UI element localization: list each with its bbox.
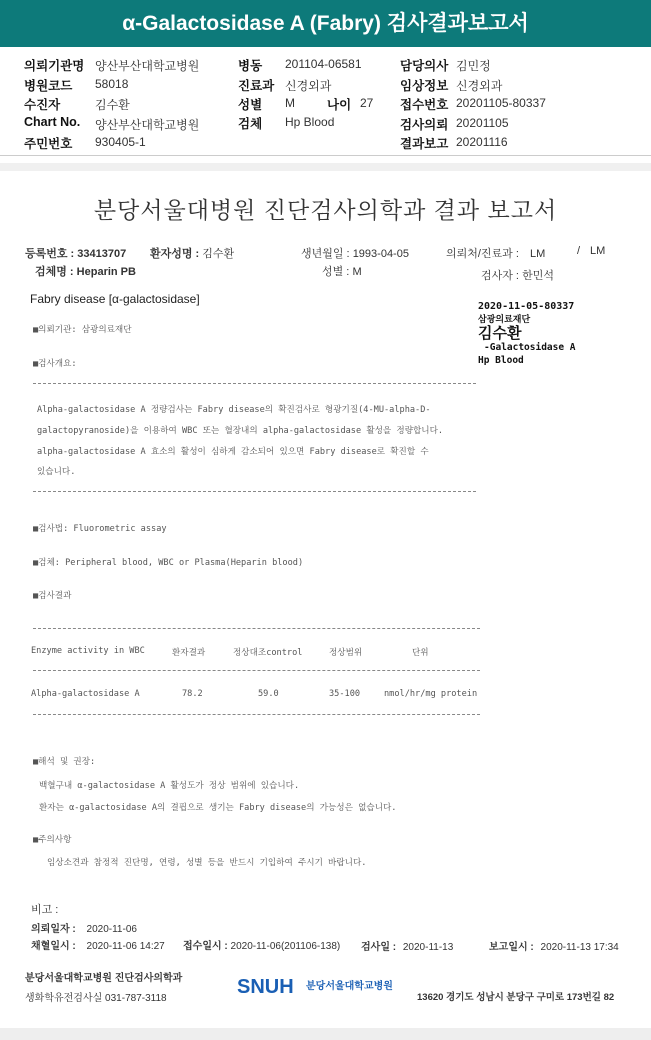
dashed-line xyxy=(33,383,476,384)
header-value: 신경외과 xyxy=(285,79,332,93)
snuh-logo: SNUH xyxy=(237,976,294,998)
snuh-logo-text: 분당서울대학교병원 xyxy=(306,981,393,992)
header-label: 병동 xyxy=(238,59,263,73)
table-cell: 59.0 xyxy=(258,689,279,699)
header-label: 진료과 xyxy=(238,79,275,93)
header-label: 수진자 xyxy=(24,98,61,112)
header-value: 양산부산대학교병원 xyxy=(95,118,200,132)
dashed-line xyxy=(33,491,476,492)
org-name: 분당서울대학교병원 진단검사의학과 xyxy=(25,973,183,984)
header-label: 병원코드 xyxy=(24,79,73,93)
remark: 비고 : xyxy=(31,904,59,916)
header-label: 검사의뢰 xyxy=(400,118,449,132)
notes-text: 임상소견과 참정적 진단명, 연령, 성별 등을 반드시 기입하여 주시기 바랍니다. xyxy=(47,858,367,868)
header-value: 20201105 xyxy=(456,116,509,130)
table-cell: nmol/hr/mg protein xyxy=(384,689,478,699)
birth-date: 생년월일 : 1993-04-05 xyxy=(301,248,409,260)
dashed-line xyxy=(33,714,480,715)
header-label: 성별 xyxy=(238,98,263,112)
header-value: 신경외과 xyxy=(456,79,503,93)
stamp-accession: 2020-11-05-80337 xyxy=(478,301,575,312)
test-name: Fabry disease [α-galactosidase] xyxy=(30,292,200,306)
doc-title: 분당서울대병원 진단검사의학과 결과 보고서 xyxy=(93,197,558,223)
org-lab: 생화학유전검사실 031-787-3118 xyxy=(25,993,167,1004)
header-value: 20201105-80337 xyxy=(456,96,546,110)
registration-number: 등록번호 : 33413707 xyxy=(25,248,127,260)
header-label: 의뢰기관명 xyxy=(24,59,85,73)
header-value: 201104-06581 xyxy=(285,57,362,71)
sex: 성별 : M xyxy=(322,266,362,278)
stamp-test: -Galactosidase A xyxy=(484,342,576,353)
header-label: 결과보고 xyxy=(400,137,449,151)
overview-text: galactopyranoside)을 이용하여 WBC 또는 혈장내의 alpha-galactosidase 활성을 정량합니다. xyxy=(37,426,444,436)
header-value: 27 xyxy=(360,96,374,110)
header-label: 검체 xyxy=(238,117,263,131)
page-bottom xyxy=(0,1028,651,1040)
request-date: 의뢰일자 : 2020-11-06 xyxy=(31,924,137,935)
org-address: 13620 경기도 성남시 분당구 구미로 173번길 82 xyxy=(417,992,615,1003)
divider xyxy=(0,155,651,156)
dashed-line xyxy=(33,628,480,629)
stamp-patient: 김수환 xyxy=(478,324,522,342)
table-header: 정상대조control xyxy=(233,648,303,658)
overview-text: Alpha-galactosidase A 정량검사는 Fabry disease의 확진검사로 형광기질(4-MU-alpha-D- xyxy=(37,405,431,415)
header-value: 김민정 xyxy=(456,59,491,73)
table-cell: Alpha-galactosidase A xyxy=(31,689,140,699)
stamp-org: 삼광의료재단 xyxy=(478,315,531,325)
interpretation-text: 환자는 α-galactosidase A의 결핍으로 생기는 Fabry disease의 가능성은 없습니다. xyxy=(39,803,397,813)
divider xyxy=(0,163,651,171)
patient-name: 환자성명 : 김수환 xyxy=(150,248,235,260)
table-header: 정상범위 xyxy=(329,648,363,658)
header-label: 주민번호 xyxy=(24,137,73,151)
report-title: α-Galactosidase A (Fabry) 검사결과보고서 xyxy=(122,12,529,35)
overview-heading: ■검사개요: xyxy=(33,359,77,369)
notes-heading: ■주의사항 xyxy=(33,835,72,845)
header-value: 20201116 xyxy=(456,135,508,149)
method-line: ■검사법: Fluorometric assay xyxy=(33,524,167,534)
interpretation-text: 백혈구내 α-galactosidase A 활성도가 정상 범위에 있습니다. xyxy=(39,781,300,791)
dashed-line xyxy=(33,670,480,671)
header-value: 양산부산대학교병원 xyxy=(95,59,200,73)
table-header: 환자결과 xyxy=(172,648,206,658)
specimen-name: 검체명 : Heparin PB xyxy=(35,266,136,278)
header-value: Hp Blood xyxy=(285,115,335,129)
interpretation-heading: ■해석 및 권장: xyxy=(33,757,96,767)
report-time: 보고일시 : 2020-11-13 17:34 xyxy=(489,942,619,953)
requester-line: ■의뢰기관: 삼광의료재단 xyxy=(33,325,132,335)
header-value: 김수환 xyxy=(95,98,130,112)
header-label: 접수번호 xyxy=(400,98,449,112)
specimen-line: ■검체: Peripheral blood, WBC or Plasma(Heparin blood) xyxy=(33,558,304,568)
department-sep: / xyxy=(577,245,581,257)
header-value: M xyxy=(285,96,295,110)
table-cell: 78.2 xyxy=(182,689,203,699)
test-date: 검사일 : 2020-11-13 xyxy=(361,942,454,953)
department: 의뢰처/진료과 : LM xyxy=(446,248,546,260)
overview-text: alpha-galactosidase A 효소의 활성이 심하게 감소되어 있으면 Fabry disease로 확진할 수 xyxy=(37,447,429,457)
header-value: 930405-1 xyxy=(95,135,146,149)
table-cell: 35-100 xyxy=(329,689,361,699)
table-header: Enzyme activity in WBC xyxy=(31,646,145,656)
department-value: LM xyxy=(590,245,606,257)
header-label: 임상정보 xyxy=(400,79,449,93)
stamp-specimen: Hp Blood xyxy=(478,355,524,366)
header-label: 나이 xyxy=(327,98,352,112)
overview-text: 있습니다. xyxy=(37,467,76,477)
report-title-bar xyxy=(0,0,651,47)
header-value: 58018 xyxy=(95,77,129,91)
result-heading: ■검사결과 xyxy=(33,591,72,601)
collect-time: 채혈일시 : 2020-11-06 14:27 xyxy=(31,941,165,952)
request-header xyxy=(0,56,651,152)
receipt-time: 접수일시 : 2020-11-06(201106-138) xyxy=(183,941,341,952)
table-header: 단위 xyxy=(412,648,429,658)
header-label: 담당의사 xyxy=(400,59,449,73)
tester: 검사자 : 한민석 xyxy=(481,270,554,282)
header-label: Chart No. xyxy=(24,115,81,129)
